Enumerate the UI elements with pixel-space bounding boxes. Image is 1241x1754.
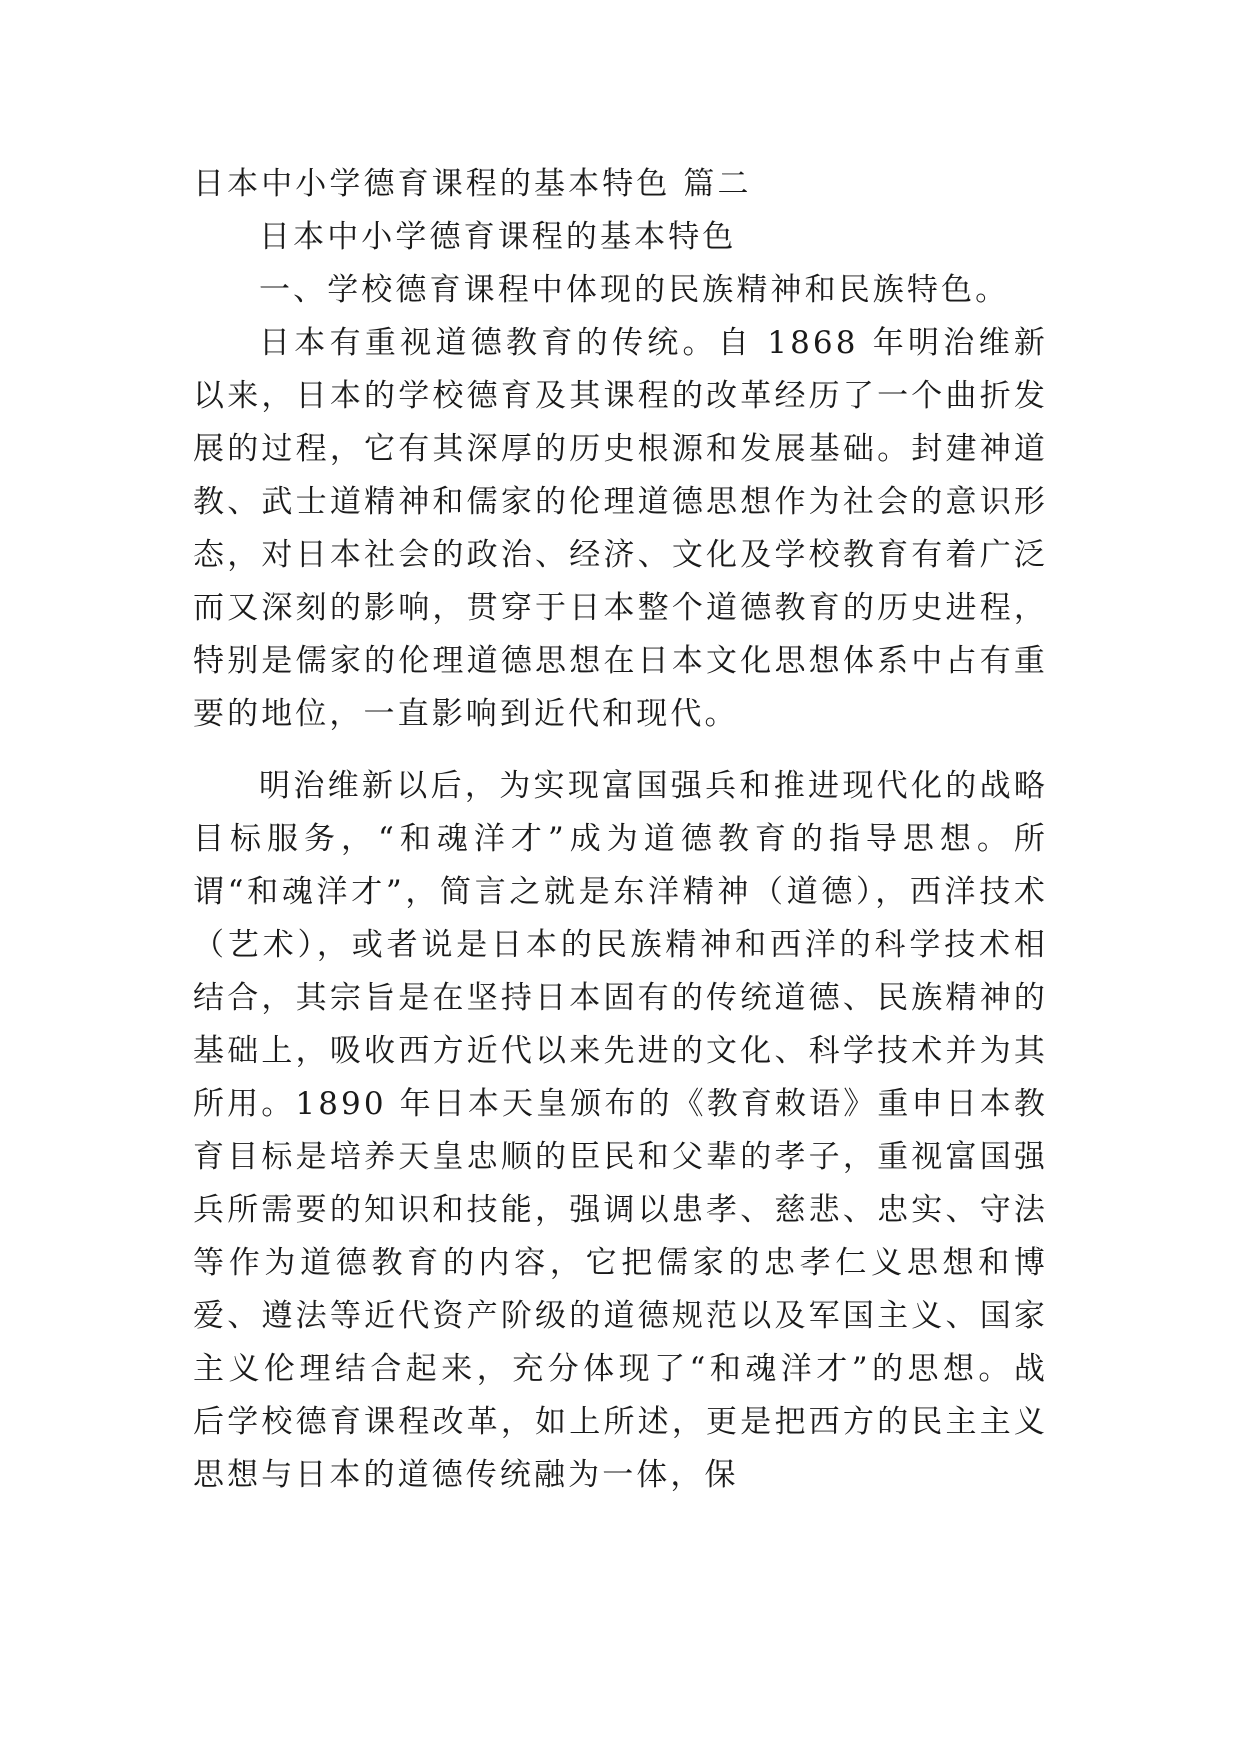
document-page bbox=[193, 158, 1048, 1502]
section-heading: 一、学校德育课程中体现的民族精神和民族特色。 bbox=[259, 272, 1010, 308]
document-title: 日本中小学德育课程的基本特色 篇二 bbox=[193, 166, 752, 202]
article-subtitle: 日本中小学德育课程的基本特色 bbox=[259, 219, 737, 255]
body-paragraph-1: 日本有重视道德教育的传统。自 1868 年明治维新以来，日本的学校德育及其课程的改革经历了一个曲折发展的过程，它有其深厚的历史根源和发展基础。封建神道教、武士道精神和儒家的伦理道德思想作为社会的意识形态，对日本社会的政治、经济、文化及学校教育有着广泛而又深刻的影响，贯穿于日本整个道德教育的历史进程，特别是儒家的伦理道德思想在日本文化思想体系中占有重要的地位，一直影响到近代和现代。 bbox=[193, 325, 1048, 732]
body-paragraph-2: 明治维新以后，为实现富国强兵和推进现代化的战略目标服务，“和魂洋才”成为道德教育的指导思想。所谓“和魂洋才”，简言之就是东洋精神（道德），西洋技术（艺术），或者说是日本的民族精神和西洋的科学技术相结合，其宗旨是在坚持日本固有的传统道德、民族精神的基础上，吸收西方近代以来先进的文化、科学技术并为其所用。1890 年日本天皇颁布的《教育敕语》重申日本教育目标是培养天皇忠顺的臣民和父辈的孝子，重视富国强兵所需要的知识和技能，强调以患孝、慈悲、忠实、守法等作为道德教育的内容，它把儒家的忠孝仁义思想和博爱、遵法等近代资产阶级的道德规范以及军国主义、国家主义伦理结合起来，充分体现了“和魂洋才”的思想。战后学校德育课程改革，如上所述，更是把西方的民主主义思想与日本的道德传统融为一体，保 bbox=[193, 768, 1048, 1493]
